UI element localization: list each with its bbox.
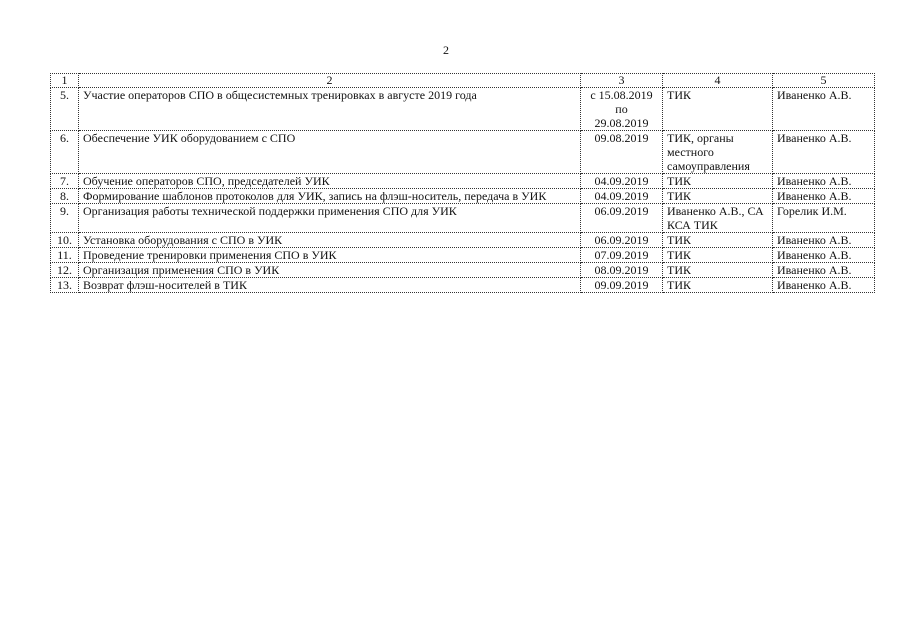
task-cell: Обучение операторов СПО, председателей УИК — [79, 174, 581, 189]
responsible-cell: Иваненко А.В. — [773, 189, 875, 204]
date-cell: 04.09.2019 — [581, 174, 663, 189]
table-row — [51, 88, 875, 131]
responsible-cell: Горелик И.М. — [773, 204, 875, 233]
row-number-cell: 5. — [51, 88, 79, 131]
table-row — [51, 248, 875, 263]
executor-cell: ТИК — [663, 88, 773, 131]
column-number-5: 5 — [773, 74, 875, 88]
date-cell: 06.09.2019 — [581, 204, 663, 233]
row-number-cell: 9. — [51, 204, 79, 233]
executor-cell: ТИК — [663, 248, 773, 263]
responsible-cell: Иваненко А.В. — [773, 233, 875, 248]
date-cell: 08.09.2019 — [581, 263, 663, 278]
row-number-cell: 11. — [51, 248, 79, 263]
task-cell: Организация работы технической поддержки применения СПО для УИК — [79, 204, 581, 233]
column-number-2: 2 — [79, 74, 581, 88]
row-number-cell: 12. — [51, 263, 79, 278]
row-number-cell: 13. — [51, 278, 79, 293]
table-row — [51, 174, 875, 189]
table-row — [51, 263, 875, 278]
task-cell: Установка оборудования с СПО в УИК — [79, 233, 581, 248]
task-cell: Организация применения СПО в УИК — [79, 263, 581, 278]
date-cell: 04.09.2019 — [581, 189, 663, 204]
task-cell: Проведение тренировки применения СПО в УИК — [79, 248, 581, 263]
date-cell: 09.08.2019 — [581, 131, 663, 174]
table-row — [51, 204, 875, 233]
table-header-row — [51, 74, 875, 88]
responsible-cell: Иваненко А.В. — [773, 174, 875, 189]
page-number: 2 — [443, 43, 449, 57]
executor-cell: ТИК, органы местного самоуправления — [663, 131, 773, 174]
task-cell: Возврат флэш-носителей в ТИК — [79, 278, 581, 293]
table-row — [51, 131, 875, 174]
task-cell: Обеспечение УИК оборудованием с СПО — [79, 131, 581, 174]
executor-cell: ТИК — [663, 233, 773, 248]
responsible-cell: Иваненко А.В. — [773, 88, 875, 131]
executor-cell: ТИК — [663, 278, 773, 293]
responsible-cell: Иваненко А.В. — [773, 131, 875, 174]
column-number-4: 4 — [663, 74, 773, 88]
column-number-3: 3 — [581, 74, 663, 88]
table-row — [51, 189, 875, 204]
row-number-cell: 8. — [51, 189, 79, 204]
row-number-cell: 10. — [51, 233, 79, 248]
responsible-cell: Иваненко А.В. — [773, 248, 875, 263]
date-cell: 06.09.2019 — [581, 233, 663, 248]
table-row — [51, 233, 875, 248]
row-number-cell: 6. — [51, 131, 79, 174]
date-cell: 09.09.2019 — [581, 278, 663, 293]
task-cell: Участие операторов СПО в общесистемных тренировках в августе 2019 года — [79, 88, 581, 131]
column-number-1: 1 — [51, 74, 79, 88]
executor-cell: ТИК — [663, 174, 773, 189]
responsible-cell: Иваненко А.В. — [773, 278, 875, 293]
row-number-cell: 7. — [51, 174, 79, 189]
task-cell: Формирование шаблонов протоколов для УИК, запись на флэш-носитель, передача в УИК — [79, 189, 581, 204]
schedule-table — [50, 73, 875, 293]
executor-cell: ТИК — [663, 263, 773, 278]
responsible-cell: Иваненко А.В. — [773, 263, 875, 278]
executor-cell: ТИК — [663, 189, 773, 204]
date-cell: 07.09.2019 — [581, 248, 663, 263]
table-row — [51, 278, 875, 293]
date-cell: с 15.08.2019 по 29.08.2019 — [581, 88, 663, 131]
executor-cell: Иваненко А.В., СА КСА ТИК — [663, 204, 773, 233]
